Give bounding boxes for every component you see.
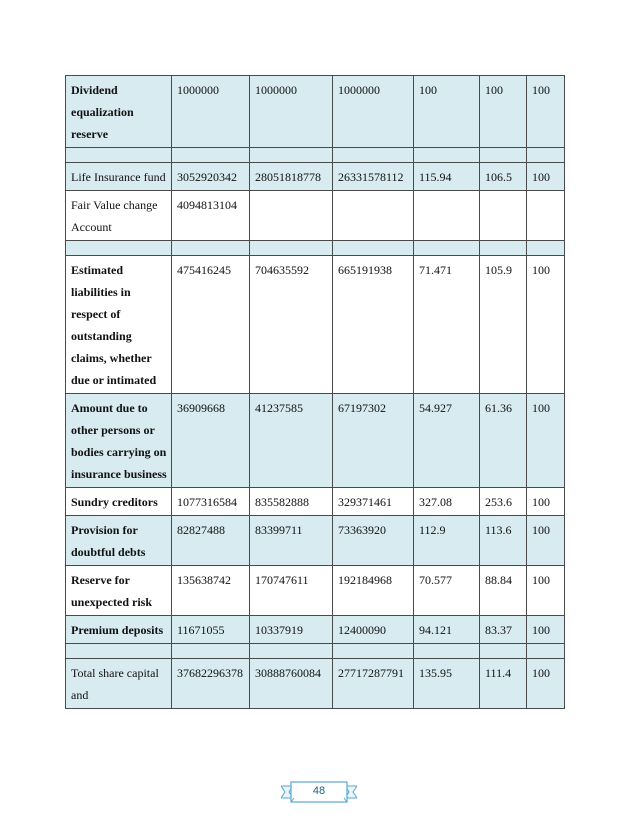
table-row: [66, 488, 565, 516]
table-cell: 704635592: [250, 256, 333, 394]
table-cell: 1000000: [333, 76, 414, 148]
spacer-cell: [66, 644, 172, 659]
table-cell: 82827488: [172, 516, 250, 566]
spacer-row: [66, 241, 565, 256]
page-number: 48: [312, 785, 326, 797]
table-cell: 112.9: [414, 516, 480, 566]
table-row: [66, 256, 565, 394]
table-cell: 475416245: [172, 256, 250, 394]
table-cell: 100: [527, 256, 565, 394]
table-cell: 4094813104: [172, 191, 250, 241]
table-cell: 3052920342: [172, 163, 250, 191]
spacer-cell: [333, 241, 414, 256]
table-row: [66, 394, 565, 488]
spacer-cell: [333, 148, 414, 163]
table-cell: 106.5: [480, 163, 527, 191]
row-label: Estimated liabilities in respect of outstanding claims, whether due or intimated: [66, 256, 172, 394]
table-cell: 28051818778: [250, 163, 333, 191]
table-cell: 12400090: [333, 616, 414, 644]
table-cell: 100: [527, 659, 565, 709]
table-cell: 253.6: [480, 488, 527, 516]
table-cell: 100: [527, 488, 565, 516]
table-cell: 111.4: [480, 659, 527, 709]
table-cell: 100: [480, 76, 527, 148]
table-cell: 37682296378: [172, 659, 250, 709]
table-cell: 10337919: [250, 616, 333, 644]
table-cell: 135.95: [414, 659, 480, 709]
page-number-badge: [281, 781, 357, 803]
table-cell: 54.927: [414, 394, 480, 488]
table-row: [66, 191, 565, 241]
table-cell: 71.471: [414, 256, 480, 394]
spacer-cell: [480, 644, 527, 659]
table-cell: 135638742: [172, 566, 250, 616]
table-cell: 67197302: [333, 394, 414, 488]
spacer-row: [66, 148, 565, 163]
spacer-cell: [250, 644, 333, 659]
table-cell: [414, 191, 480, 241]
spacer-cell: [414, 241, 480, 256]
table-row: [66, 516, 565, 566]
table-cell: 100: [527, 394, 565, 488]
spacer-cell: [527, 148, 565, 163]
table-cell: 11671055: [172, 616, 250, 644]
table-cell: 113.6: [480, 516, 527, 566]
table-cell: 329371461: [333, 488, 414, 516]
table-cell: 115.94: [414, 163, 480, 191]
table-cell: 100: [527, 516, 565, 566]
spacer-row: [66, 644, 565, 659]
table-cell: [480, 191, 527, 241]
spacer-cell: [527, 644, 565, 659]
table-cell: 70.577: [414, 566, 480, 616]
table-cell: 83.37: [480, 616, 527, 644]
table-body: [66, 76, 565, 709]
spacer-cell: [333, 644, 414, 659]
table-cell: 88.84: [480, 566, 527, 616]
table-cell: 665191938: [333, 256, 414, 394]
spacer-cell: [527, 241, 565, 256]
table-cell: [527, 191, 565, 241]
spacer-cell: [172, 148, 250, 163]
table-row: [66, 616, 565, 644]
row-label: Dividend equalization reserve: [66, 76, 172, 148]
table-cell: [250, 191, 333, 241]
table-cell: 105.9: [480, 256, 527, 394]
table-cell: 170747611: [250, 566, 333, 616]
financial-table: [65, 75, 565, 709]
spacer-cell: [250, 148, 333, 163]
table-row: [66, 76, 565, 148]
table-row: [66, 163, 565, 191]
row-label: Life Insurance fund: [66, 163, 172, 191]
table-cell: 1077316584: [172, 488, 250, 516]
spacer-cell: [250, 241, 333, 256]
spacer-cell: [480, 148, 527, 163]
spacer-cell: [414, 148, 480, 163]
spacer-cell: [480, 241, 527, 256]
spacer-cell: [172, 241, 250, 256]
spacer-cell: [414, 644, 480, 659]
table-cell: [333, 191, 414, 241]
row-label: Amount due to other persons or bodies carrying on insurance business: [66, 394, 172, 488]
table-cell: 30888760084: [250, 659, 333, 709]
table-cell: 26331578112: [333, 163, 414, 191]
table-cell: 36909668: [172, 394, 250, 488]
table-cell: 100: [527, 566, 565, 616]
table-cell: 73363920: [333, 516, 414, 566]
table-cell: 835582888: [250, 488, 333, 516]
table-cell: 1000000: [250, 76, 333, 148]
table-cell: 327.08: [414, 488, 480, 516]
table-cell: 27717287791: [333, 659, 414, 709]
row-label: Provision for doubtful debts: [66, 516, 172, 566]
table-row: [66, 659, 565, 709]
table-cell: 94.121: [414, 616, 480, 644]
table-cell: 100: [527, 616, 565, 644]
table-cell: 100: [527, 163, 565, 191]
table-cell: 83399711: [250, 516, 333, 566]
row-label: Total share capital and: [66, 659, 172, 709]
row-label: Fair Value change Account: [66, 191, 172, 241]
row-label: Premium deposits: [66, 616, 172, 644]
table-row: [66, 566, 565, 616]
table-cell: 61.36: [480, 394, 527, 488]
spacer-cell: [66, 241, 172, 256]
table-cell: 100: [414, 76, 480, 148]
table-cell: 100: [527, 76, 565, 148]
spacer-cell: [172, 644, 250, 659]
row-label: Sundry creditors: [66, 488, 172, 516]
table-cell: 1000000: [172, 76, 250, 148]
row-label: Reserve for unexpected risk: [66, 566, 172, 616]
spacer-cell: [66, 148, 172, 163]
table-cell: 41237585: [250, 394, 333, 488]
table-cell: 192184968: [333, 566, 414, 616]
